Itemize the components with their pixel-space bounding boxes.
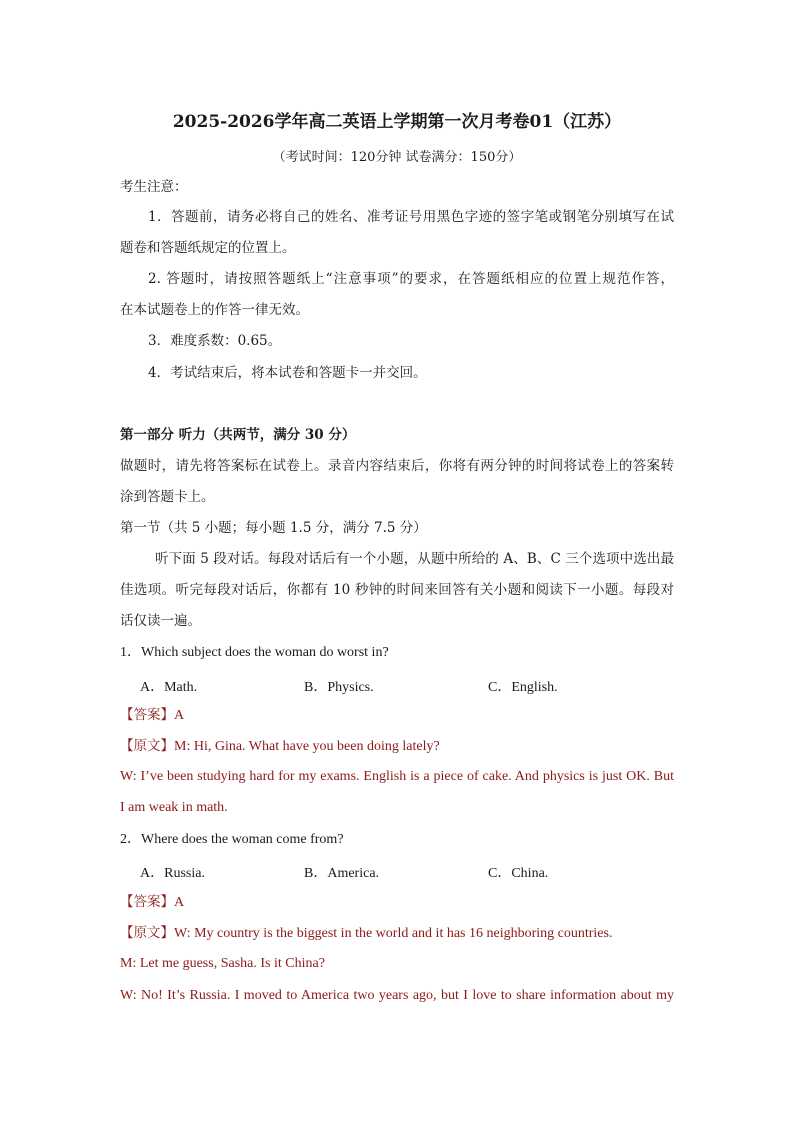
exam-info: （考试时间：120分钟 试卷满分：150分） [272,150,522,165]
notice-item-1: 1．答题前，请务必将自己的姓名、准考证号用黑色字迹的签字笔或钢笔分别填写在试 [148,209,674,225]
question-1-script-line2: W: I’ve been studying hard for my exams. English is a piece of cake. And physics is just OK. But [120,769,674,784]
question-1-answer: 【答案】A [120,707,185,723]
question-1-option-c: C．English. [488,680,558,695]
notice-heading: 考生注意： [120,179,188,195]
question-2-option-c: C．China. [488,866,549,881]
question-2-script: 【原文】W: My country is the biggest in the world and it has 16 neighboring countries. [120,925,613,941]
question-2-script-line2: M: Let me guess, Sasha. Is it China? [120,956,325,971]
question-2-option-a: A．Russia. [140,866,205,881]
question-2-answer: 【答案】A [120,894,185,910]
part1-heading: 第一部分 听力（共两节，满分 30 分） [120,427,356,443]
notice-item-4: 4．考试结束后，将本试卷和答题卡一并交回。 [148,365,427,381]
notice-item-2-cont: 在本试题卷上的作答一律无效。 [120,302,309,318]
question-2-script-line3: W: No! It’s Russia. I moved to America two years ago, but I love to share information about my [120,988,674,1003]
question-1-script-line3: I am weak in math. [120,800,228,815]
notice-item-2: 2. 答题时，请按照答题纸上“注意事项”的要求，在答题纸相应的位置上规范作答， [148,271,674,287]
section1-instructions: 听下面 5 段对话。每段对话后有一个小题，从题中所给的 A、B、C 三个选项中选出最 [155,551,674,567]
notice-item-1-cont: 题卷和答题纸规定的位置上。 [120,240,296,256]
section1-instructions-end: 话仅读一遍。 [120,613,201,629]
notice-item-3: 3．难度系数：0.65。 [148,333,282,349]
section1-heading: 第一节（共 5 小题；每小题 1.5 分，满分 7.5 分） [120,520,427,536]
question-1-stem: 1．Which subject does the woman do worst in? [120,645,389,660]
question-2-option-b: B．America. [304,866,380,881]
question-1-option-a: A．Math. [140,680,198,695]
section1-instructions-cont: 佳选项。听完每段对话后，你都有 10 秒钟的时间来回答有关小题和阅读下一小题。每段对 [120,582,674,598]
question-1-option-b: B．Physics. [304,680,374,695]
question-2-stem: 2．Where does the woman come from? [120,832,344,847]
question-1-script: 【原文】M: Hi, Gina. What have you been doing lately? [120,738,440,754]
part1-intro: 做题时，请先将答案标在试卷上。录音内容结束后，你将有两分钟的时间将试卷上的答案转 [120,458,674,474]
page-title: 2025-2026学年高二英语上学期第一次月考卷01（江苏） [172,112,622,132]
part1-intro-cont: 涂到答题卡上。 [120,489,215,505]
